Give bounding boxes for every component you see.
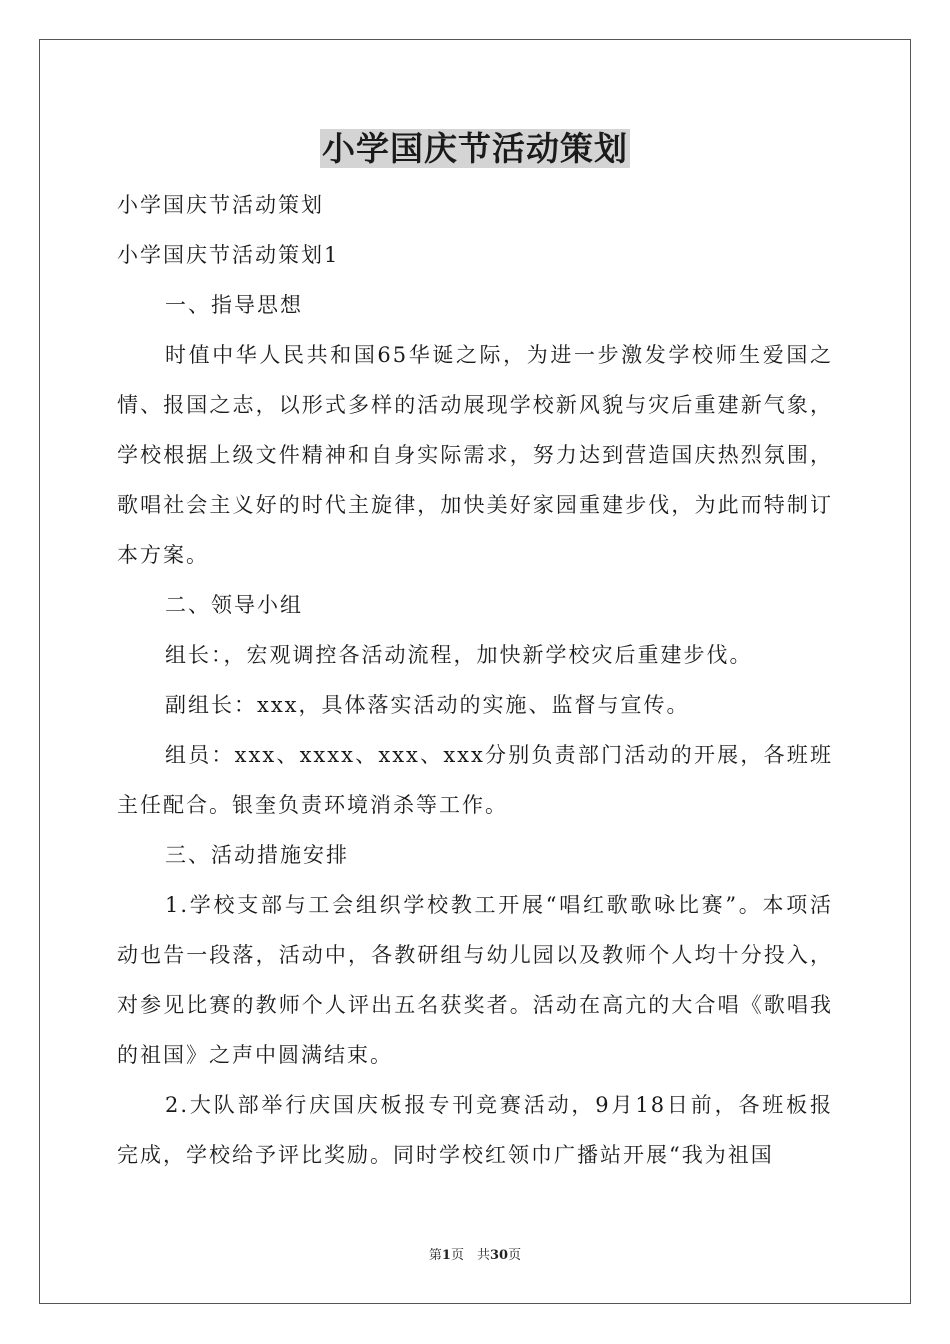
footer-mid: 页 共 (450, 1248, 490, 1263)
document-title-text: 小学国庆节活动策划 (322, 129, 628, 168)
footer-suffix: 页 (508, 1248, 522, 1263)
paragraph: 二、领导小组 (165, 593, 303, 617)
document-body (117, 180, 833, 1180)
paragraph: 组员：xxx、xxxx、xxx、xxx分别负责部门活动的开展，各班班主任配合。银奎负责环境消杀等工作。 (117, 743, 833, 817)
paragraph: 时值中华人民共和国65华诞之际，为进一步激发学校师生爱国之情、报国之志，以形式多样的活动展现学校新风貌与灾后重建新气象，学校根据上级文件精神和自身实际需求，努力达到营造国庆热烈氛围，歌唱社会主义好的时代主旋律，加快美好家园重建步伐，为此而特制订本方案。 (117, 343, 833, 567)
paragraph: 1.学校支部与工会组织学校教工开展“唱红歌歌咏比赛”。本项活动也告一段落，活动中，各教研组与幼儿园以及教师个人均十分投入，对参见比赛的教师个人评出五名获奖者。活动在高亢的大合唱《歌唱我的祖国》之声中圆满结束。 (117, 893, 833, 1067)
footer-page-total: 30 (489, 1248, 509, 1263)
paragraph: 一、指导思想 (165, 293, 303, 317)
paragraph: 副组长：xxx，具体落实活动的实施、监督与宣传。 (165, 693, 690, 717)
paragraph: 小学国庆节活动策划1 (117, 243, 340, 267)
paragraph: 小学国庆节活动策划 (117, 193, 324, 217)
footer-prefix: 第 (428, 1248, 442, 1263)
footer-page-number: 1 (441, 1248, 451, 1263)
paragraph: 组长：，宏观调控各活动流程，加快新学校灾后重建步伐。 (165, 643, 753, 667)
paragraph: 三、活动措施安排 (165, 843, 349, 867)
paragraph: 2.大队部举行庆国庆板报专刊竞赛活动，9月18日前，各班板报完成，学校给予评比奖励。同时学校红领巾广播站开展“我为祖国 (117, 1093, 833, 1167)
document-title (0, 126, 950, 172)
page-footer (0, 1247, 950, 1265)
